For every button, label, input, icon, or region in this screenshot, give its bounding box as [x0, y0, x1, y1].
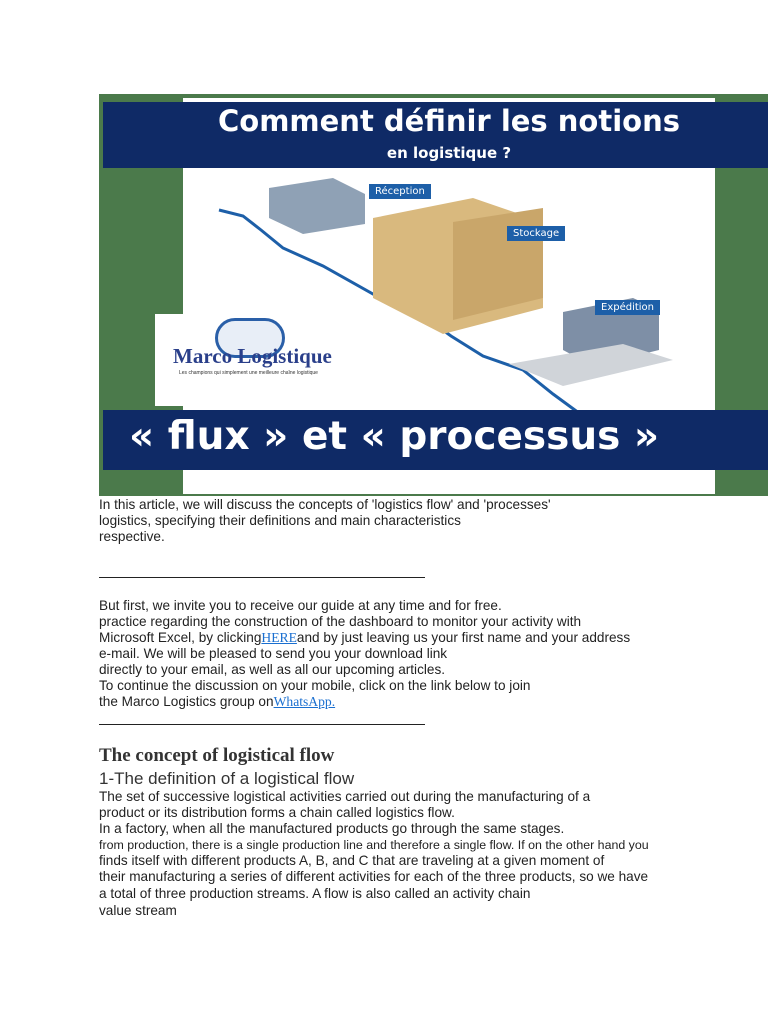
banner-title: Comment définir les notions: [218, 104, 680, 138]
divider: [99, 724, 425, 725]
article-banner-image: [99, 94, 768, 496]
stage-label-dispatch: Expédition: [595, 300, 660, 315]
logo-name: Marco Logistique: [173, 344, 332, 368]
cta-line: directly to your email, as well as all our upcoming articles.: [99, 662, 446, 677]
cta-line: To continue the discussion on your mobile, click on the link below to join: [99, 678, 531, 693]
section-heading: The concept of logistical flow: [99, 745, 335, 766]
reception-building: [269, 178, 365, 234]
marco-logistique-logo: [155, 314, 385, 406]
intro-line: respective.: [99, 529, 165, 544]
here-link[interactable]: HERE: [261, 630, 297, 645]
whatsapp-link[interactable]: WhatsApp.: [273, 694, 336, 709]
divider: [99, 577, 425, 578]
cta-text: and by just leaving us your first name and your address: [296, 630, 631, 645]
body-line-small: from production, there is a single production line and therefore a single flow. If on the other hand you: [99, 838, 649, 852]
banner-bottom-title: « flux » et « processus »: [129, 414, 660, 459]
body-line: product or its distribution forms a chain called logistics flow.: [99, 805, 455, 820]
body-line: a total of three production streams. A flow is also called an activity chain: [99, 886, 531, 901]
stage-label-reception: Réception: [369, 184, 431, 199]
stage-label-storage: Stockage: [507, 226, 565, 241]
body-line: The set of successive logistical activities carried out during the manufacturing of a: [99, 789, 591, 804]
cta-text: Microsoft Excel, by clicking: [99, 630, 262, 645]
intro-line: logistics, specifying their definitions and main characteristics: [99, 513, 461, 528]
body-line: their manufacturing a series of different activities for each of the three products, so we have: [99, 869, 649, 884]
cta-line: practice regarding the construction of the dashboard to monitor your activity with: [99, 614, 582, 629]
logo-tagline: Les champions qui simplement une meilleure chaîne logistique: [179, 370, 318, 376]
cta-text: the Marco Logistics group on: [99, 694, 274, 709]
cta-line: But first, we invite you to receive our guide at any time and for free.: [99, 598, 502, 613]
section-subheading: 1-The definition of a logistical flow: [99, 769, 355, 788]
cta-line: e-mail. We will be pleased to send you your download link: [99, 646, 448, 661]
cta-line-with-link: [99, 630, 630, 646]
body-line: In a factory, when all the manufactured products go through the same stages.: [99, 821, 565, 836]
intro-line: In this article, we will discuss the concepts of 'logistics flow' and 'processes': [99, 497, 551, 512]
cta-line-with-link: [99, 694, 335, 710]
banner-subtitle: en logistique ?: [386, 144, 512, 162]
body-line: value stream: [99, 903, 177, 918]
body-line: finds itself with different products A, B, and C that are traveling at a given moment of: [99, 853, 605, 868]
